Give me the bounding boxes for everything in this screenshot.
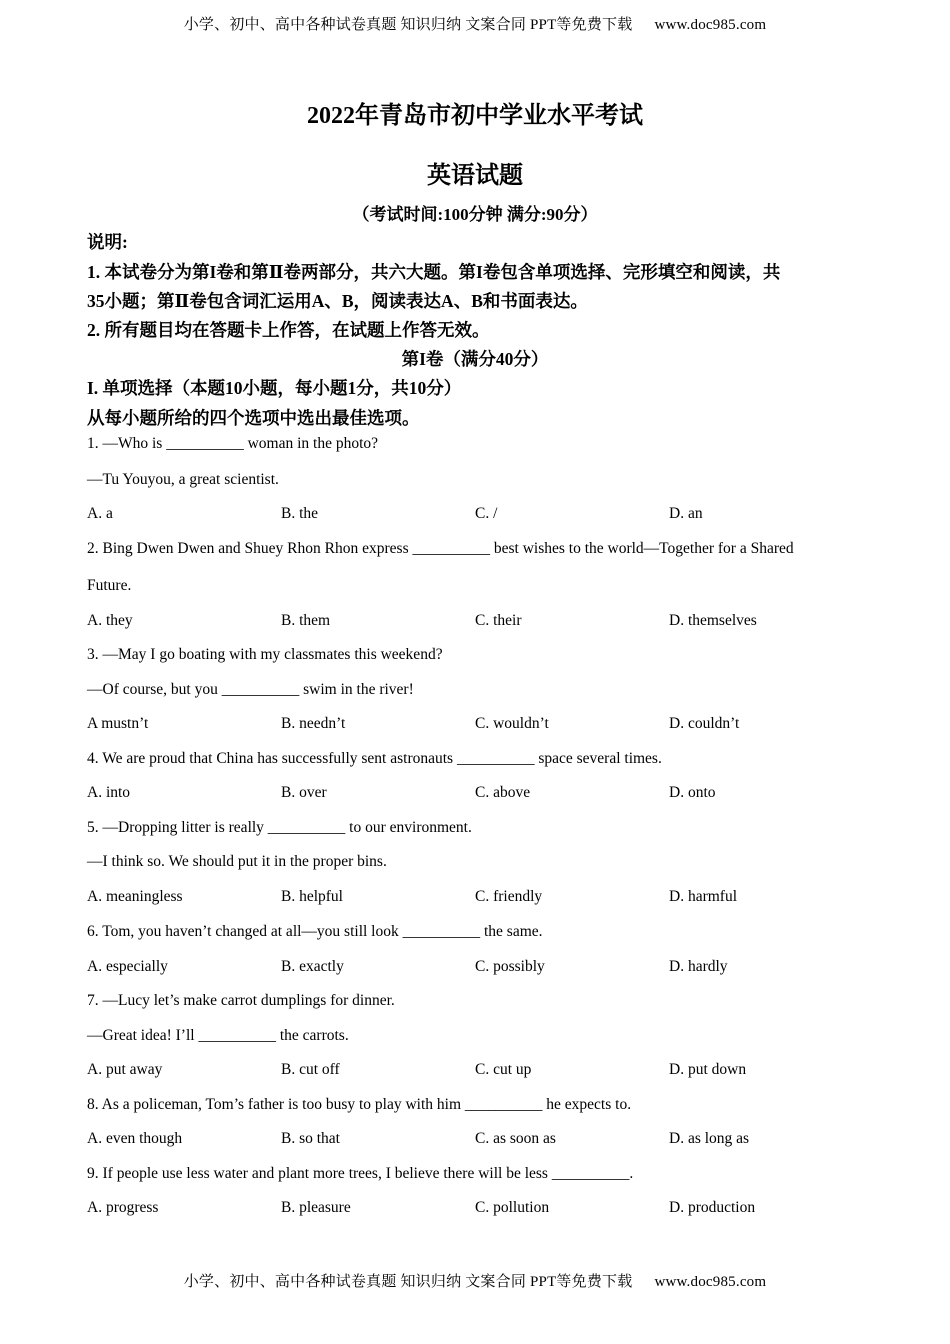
question-7-option-c: C. cut up bbox=[475, 1061, 532, 1078]
part-one-title: 第I卷（满分40分） bbox=[401, 349, 549, 369]
question-2-option-b: B. them bbox=[281, 612, 331, 629]
question-3-option-c: C. wouldn’t bbox=[475, 715, 549, 732]
question-9-option-d: D. production bbox=[669, 1199, 756, 1216]
footer-site-link[interactable]: www.doc985.com bbox=[654, 1274, 767, 1290]
question-4-option-c: C. above bbox=[475, 784, 531, 801]
question-9-option-a: A. progress bbox=[87, 1199, 159, 1216]
question-3-option-b: B. needn’t bbox=[281, 715, 346, 732]
question-4-option-d: D. onto bbox=[669, 784, 716, 801]
question-2-stem: 2. Bing Dwen Dwen and Shuey Rhon Rhon express __________ best wishes to the world—Together for a Shared bbox=[87, 540, 794, 557]
question-6-option-d: D. hardly bbox=[669, 958, 728, 975]
section-title: I. 单项选择（本题10小题，每小题1分，共10分） bbox=[87, 378, 462, 398]
section-instruction: 从每小题所给的四个选项中选出最佳选项。 bbox=[87, 408, 420, 428]
question-4-option-b: B. over bbox=[281, 784, 327, 801]
question-1-option-b: B. the bbox=[281, 505, 319, 522]
question-3-option-a: A mustn’t bbox=[87, 715, 149, 732]
question-1-option-a: A. a bbox=[87, 505, 113, 522]
exam-subtitle: 英语试题 bbox=[427, 163, 523, 189]
question-5-option-b: B. helpful bbox=[281, 888, 343, 905]
question-7-option-b: B. cut off bbox=[281, 1061, 340, 1078]
question-1-stem: 1. —Who is __________ woman in the photo? bbox=[87, 435, 379, 452]
question-8-stem: 8. As a policeman, Tom’s father is too busy to play with him __________ he expects to. bbox=[87, 1096, 632, 1113]
question-4-stem: 4. We are proud that China has successfully sent astronauts __________ space several times. bbox=[87, 750, 662, 767]
question-2-option-a: A. they bbox=[87, 612, 133, 629]
question-3-option-d: D. couldn’t bbox=[669, 715, 740, 732]
question-1-answer-line: —Tu Youyou, a great scientist. bbox=[87, 471, 279, 488]
question-3-stem: 3. —May I go boating with my classmates this weekend? bbox=[87, 646, 443, 663]
question-7-option-d: D. put down bbox=[669, 1061, 747, 1078]
question-6-stem: 6. Tom, you haven’t changed at all—you still look __________ the same. bbox=[87, 923, 543, 940]
notes-line-3: 2. 所有题目均在答题卡上作答，在试题上作答无效。 bbox=[87, 320, 490, 340]
question-6-option-c: C. possibly bbox=[475, 958, 545, 975]
question-1-option-d: D. an bbox=[669, 505, 703, 522]
question-7-answer-line: —Great idea! I’ll __________ the carrots. bbox=[87, 1027, 349, 1044]
notes-label: 说明: bbox=[87, 232, 128, 252]
question-9-option-b: B. pleasure bbox=[281, 1199, 351, 1216]
notes-line-1: 1. 本试卷分为第I卷和第Ⅱ卷两部分，共六大题。第I卷包含单项选择、完形填空和阅读，共 bbox=[87, 262, 781, 282]
question-2-stem-cont: Future. bbox=[87, 577, 132, 594]
notes-line-2: 35小题；第Ⅱ卷包含词汇运用A、B，阅读表达A、B和书面表达。 bbox=[87, 291, 588, 311]
question-2-option-d: D. themselves bbox=[669, 612, 757, 629]
question-8-option-b: B. so that bbox=[281, 1130, 340, 1147]
question-8-option-d: D. as long as bbox=[669, 1130, 750, 1147]
footer-text: 小学、初中、高中各种试卷真题 知识归纳 文案合同 PPT等免费下载 bbox=[183, 1274, 633, 1290]
question-7-stem: 7. —Lucy let’s make carrot dumplings for dinner. bbox=[87, 992, 395, 1009]
page-footer bbox=[0, 1270, 950, 1291]
question-7-option-a: A. put away bbox=[87, 1061, 163, 1078]
question-5-stem: 5. —Dropping litter is really __________ to our environment. bbox=[87, 819, 472, 836]
question-5-option-a: A. meaningless bbox=[87, 888, 183, 905]
header-site-link[interactable]: www.doc985.com bbox=[654, 17, 767, 33]
question-2-option-c: C. their bbox=[475, 612, 522, 629]
question-6-option-a: A. especially bbox=[87, 958, 168, 975]
question-6-option-b: B. exactly bbox=[281, 958, 344, 975]
question-5-option-c: C. friendly bbox=[475, 888, 543, 905]
question-1-option-c: C. / bbox=[475, 505, 498, 522]
question-8-option-c: C. as soon as bbox=[475, 1130, 556, 1147]
question-9-option-c: C. pollution bbox=[475, 1199, 550, 1216]
exam-title: 2022年青岛市初中学业水平考试 bbox=[307, 103, 643, 129]
question-3-answer-line: —Of course, but you __________ swim in the river! bbox=[87, 681, 414, 698]
question-5-answer-line: —I think so. We should put it in the proper bins. bbox=[87, 853, 387, 870]
exam-info: （考试时间:100分钟 满分:90分） bbox=[352, 205, 598, 224]
question-5-option-d: D. harmful bbox=[669, 888, 738, 905]
question-8-option-a: A. even though bbox=[87, 1130, 183, 1147]
question-4-option-a: A. into bbox=[87, 784, 131, 801]
page-header bbox=[0, 13, 950, 34]
header-text: 小学、初中、高中各种试卷真题 知识归纳 文案合同 PPT等免费下载 bbox=[183, 17, 633, 33]
question-9-stem: 9. If people use less water and plant more trees, I believe there will be less __________. bbox=[87, 1165, 634, 1182]
